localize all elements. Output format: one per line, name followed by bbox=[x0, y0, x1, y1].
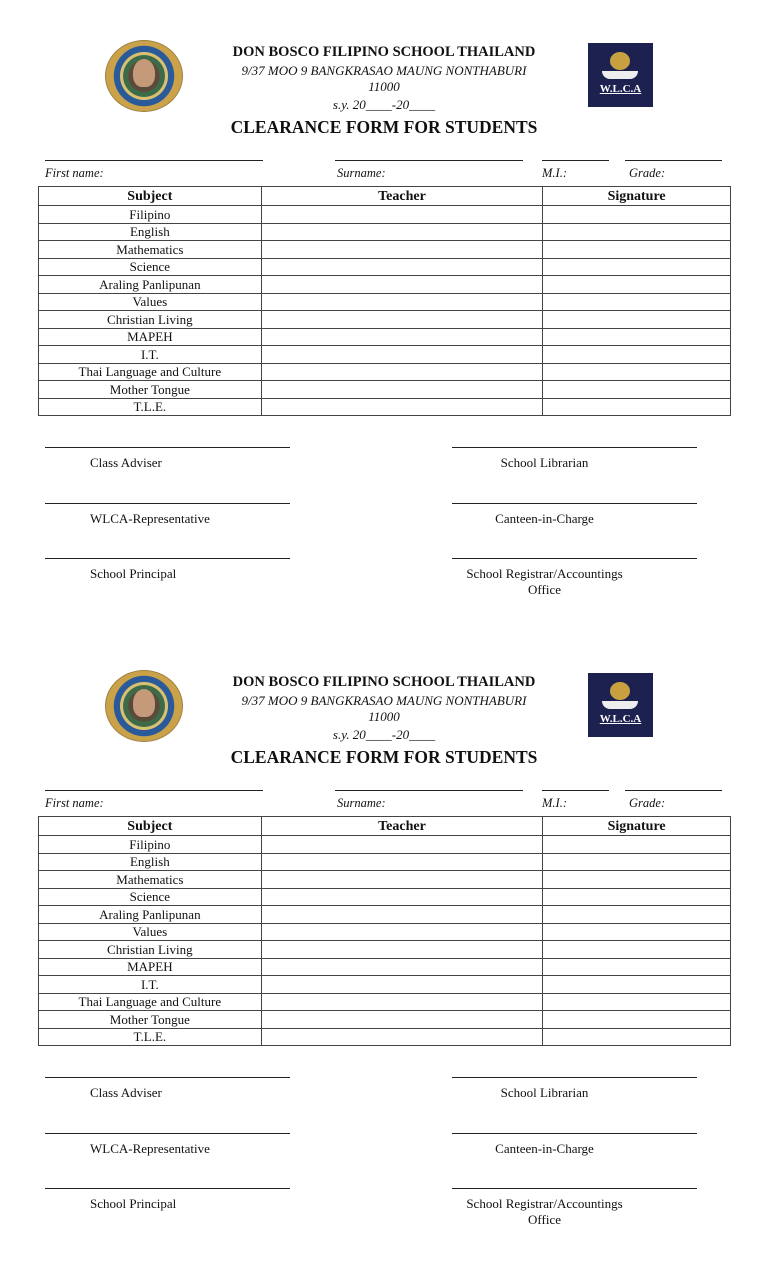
first-name-field[interactable] bbox=[45, 790, 263, 791]
teacher-cell[interactable] bbox=[261, 836, 543, 854]
middle-initial-field[interactable] bbox=[542, 160, 609, 161]
signature-line[interactable] bbox=[452, 447, 697, 448]
table-row bbox=[39, 941, 731, 959]
table-row bbox=[39, 888, 731, 906]
teacher-cell[interactable] bbox=[261, 346, 543, 364]
subject-cell: Mother Tongue bbox=[39, 1011, 262, 1029]
teacher-cell[interactable] bbox=[261, 311, 543, 329]
table-row bbox=[39, 398, 731, 416]
signatory-label: Canteen-in-Charge bbox=[495, 1141, 594, 1156]
table-row bbox=[39, 241, 731, 259]
address-line-2: 11000 bbox=[368, 709, 400, 724]
signature-line[interactable] bbox=[45, 1133, 290, 1134]
signature-cell[interactable] bbox=[543, 853, 731, 871]
signature-cell[interactable] bbox=[543, 381, 731, 399]
signatory-label: School Principal bbox=[90, 566, 177, 581]
table-row bbox=[39, 381, 731, 399]
signatory-label: Class Adviser bbox=[90, 1085, 162, 1100]
surname-label: Surname: bbox=[337, 166, 386, 180]
signature-cell[interactable] bbox=[543, 276, 731, 294]
signature-cell[interactable] bbox=[543, 906, 731, 924]
grade-label: Grade: bbox=[629, 796, 666, 810]
signatory-label: School Principal bbox=[90, 1196, 177, 1211]
signatory-label: Canteen-in-Charge bbox=[495, 511, 594, 526]
subject-cell: Filipino bbox=[39, 206, 262, 224]
subjects-table bbox=[38, 186, 731, 416]
signatory-label: School Librarian bbox=[500, 455, 589, 470]
middle-initial-label: M.I.: bbox=[542, 796, 567, 810]
table-row bbox=[39, 1028, 731, 1046]
grade-field[interactable] bbox=[625, 790, 722, 791]
subject-cell: Mother Tongue bbox=[39, 381, 262, 399]
clearance-form bbox=[0, 630, 768, 1260]
teacher-cell[interactable] bbox=[261, 293, 543, 311]
signature-cell[interactable] bbox=[543, 328, 731, 346]
signature-cell[interactable] bbox=[543, 311, 731, 329]
signature-cell[interactable] bbox=[543, 923, 731, 941]
school-year: s.y. 20____-20____ bbox=[332, 727, 436, 742]
surname-field[interactable] bbox=[335, 160, 523, 161]
signatory-label: Class Adviser bbox=[90, 455, 162, 470]
table-row bbox=[39, 853, 731, 871]
signatory-label: School Registrar/Accountings Office bbox=[466, 566, 623, 597]
signature-cell[interactable] bbox=[543, 258, 731, 276]
subject-cell: Araling Panlipunan bbox=[39, 276, 262, 294]
subject-cell: Values bbox=[39, 293, 262, 311]
teacher-cell[interactable] bbox=[261, 941, 543, 959]
teacher-cell[interactable] bbox=[261, 888, 543, 906]
signature-line[interactable] bbox=[45, 1077, 290, 1078]
signature-cell[interactable] bbox=[543, 941, 731, 959]
teacher-cell[interactable] bbox=[261, 381, 543, 399]
wlca-logo-text: W.L.C.A bbox=[599, 83, 642, 95]
signatory-label: School Registrar/Accountings Office bbox=[466, 1196, 623, 1227]
signature-cell[interactable] bbox=[543, 1011, 731, 1029]
subject-cell: T.L.E. bbox=[39, 1028, 262, 1046]
teacher-cell[interactable] bbox=[261, 398, 543, 416]
form-title: CLEARANCE FORM FOR STUDENTS bbox=[230, 117, 538, 137]
signature-line[interactable] bbox=[45, 447, 290, 448]
signature-cell[interactable] bbox=[543, 888, 731, 906]
column-header: Subject bbox=[39, 187, 262, 206]
column-header: Teacher bbox=[261, 187, 543, 206]
subject-cell: Thai Language and Culture bbox=[39, 993, 262, 1011]
table-row bbox=[39, 206, 731, 224]
table-row bbox=[39, 871, 731, 889]
teacher-cell[interactable] bbox=[261, 976, 543, 994]
signature-cell[interactable] bbox=[543, 241, 731, 259]
teacher-cell[interactable] bbox=[261, 871, 543, 889]
signatory-label: WLCA-Representative bbox=[90, 511, 210, 526]
teacher-cell[interactable] bbox=[261, 241, 543, 259]
teacher-cell[interactable] bbox=[261, 958, 543, 976]
wlca-logo-text: W.L.C.A bbox=[599, 713, 642, 725]
subject-cell: Mathematics bbox=[39, 241, 262, 259]
column-header: Signature bbox=[543, 187, 731, 206]
table-row bbox=[39, 276, 731, 294]
teacher-cell[interactable] bbox=[261, 328, 543, 346]
signature-line[interactable] bbox=[452, 1188, 697, 1189]
table-row bbox=[39, 906, 731, 924]
subject-cell: I.T. bbox=[39, 346, 262, 364]
address-line-1: 9/37 MOO 9 BANGKRASAO MAUNG NONTHABURI bbox=[241, 63, 527, 78]
clearance-form bbox=[0, 0, 768, 630]
surname-label: Surname: bbox=[337, 796, 386, 810]
teacher-cell[interactable] bbox=[261, 993, 543, 1011]
signature-line[interactable] bbox=[452, 1133, 697, 1134]
first-name-label: First name: bbox=[45, 166, 104, 180]
signature-cell[interactable] bbox=[543, 993, 731, 1011]
table-row bbox=[39, 223, 731, 241]
table-row bbox=[39, 346, 731, 364]
table-row bbox=[39, 976, 731, 994]
signature-cell[interactable] bbox=[543, 223, 731, 241]
signature-cell[interactable] bbox=[543, 363, 731, 381]
signature-line[interactable] bbox=[45, 1188, 290, 1189]
table-row bbox=[39, 363, 731, 381]
signature-line[interactable] bbox=[452, 1077, 697, 1078]
signature-line[interactable] bbox=[45, 503, 290, 504]
address-line-1: 9/37 MOO 9 BANGKRASAO MAUNG NONTHABURI bbox=[241, 693, 527, 708]
table-row bbox=[39, 1011, 731, 1029]
subject-cell: Mathematics bbox=[39, 871, 262, 889]
subject-cell: MAPEH bbox=[39, 328, 262, 346]
school-name: DON BOSCO FILIPINO SCHOOL THAILAND bbox=[232, 44, 536, 60]
signature-cell[interactable] bbox=[543, 871, 731, 889]
teacher-cell[interactable] bbox=[261, 906, 543, 924]
signature-line[interactable] bbox=[45, 558, 290, 559]
teacher-cell[interactable] bbox=[261, 258, 543, 276]
signature-cell[interactable] bbox=[543, 398, 731, 416]
subject-cell: Science bbox=[39, 258, 262, 276]
teacher-cell[interactable] bbox=[261, 363, 543, 381]
column-header: Teacher bbox=[261, 817, 543, 836]
signatory-label: WLCA-Representative bbox=[90, 1141, 210, 1156]
signature-line[interactable] bbox=[452, 503, 697, 504]
first-name-label: First name: bbox=[45, 796, 104, 810]
subject-cell: Science bbox=[39, 888, 262, 906]
table-row bbox=[39, 293, 731, 311]
first-name-field[interactable] bbox=[45, 160, 263, 161]
subject-cell: Christian Living bbox=[39, 941, 262, 959]
middle-initial-field[interactable] bbox=[542, 790, 609, 791]
signature-cell[interactable] bbox=[543, 976, 731, 994]
subject-cell: English bbox=[39, 223, 262, 241]
wlca-logo bbox=[588, 43, 653, 107]
grade-label: Grade: bbox=[629, 166, 666, 180]
teacher-cell[interactable] bbox=[261, 223, 543, 241]
column-header: Signature bbox=[543, 817, 731, 836]
table-row bbox=[39, 258, 731, 276]
teacher-cell[interactable] bbox=[261, 1028, 543, 1046]
table-row bbox=[39, 836, 731, 854]
subject-cell: Values bbox=[39, 923, 262, 941]
signature-cell[interactable] bbox=[543, 206, 731, 224]
teacher-cell[interactable] bbox=[261, 923, 543, 941]
signature-cell[interactable] bbox=[543, 293, 731, 311]
grade-field[interactable] bbox=[625, 160, 722, 161]
table-row bbox=[39, 958, 731, 976]
signature-line[interactable] bbox=[452, 558, 697, 559]
subject-cell: T.L.E. bbox=[39, 398, 262, 416]
address-line-2: 11000 bbox=[368, 79, 400, 94]
table-row bbox=[39, 993, 731, 1011]
subjects-table bbox=[38, 816, 731, 1046]
subject-cell: Thai Language and Culture bbox=[39, 363, 262, 381]
teacher-cell[interactable] bbox=[261, 853, 543, 871]
wlca-logo bbox=[588, 673, 653, 737]
school-name: DON BOSCO FILIPINO SCHOOL THAILAND bbox=[232, 674, 536, 690]
middle-initial-label: M.I.: bbox=[542, 166, 567, 180]
subject-cell: English bbox=[39, 853, 262, 871]
teacher-cell[interactable] bbox=[261, 206, 543, 224]
school-year: s.y. 20____-20____ bbox=[332, 97, 436, 112]
subject-cell: MAPEH bbox=[39, 958, 262, 976]
subject-cell: Araling Panlipunan bbox=[39, 906, 262, 924]
surname-field[interactable] bbox=[335, 790, 523, 791]
signature-cell[interactable] bbox=[543, 958, 731, 976]
teacher-cell[interactable] bbox=[261, 276, 543, 294]
teacher-cell[interactable] bbox=[261, 1011, 543, 1029]
signature-cell[interactable] bbox=[543, 836, 731, 854]
subject-cell: Christian Living bbox=[39, 311, 262, 329]
table-header-row bbox=[39, 187, 731, 206]
subject-cell: Filipino bbox=[39, 836, 262, 854]
table-row bbox=[39, 328, 731, 346]
signatory-label: School Librarian bbox=[500, 1085, 589, 1100]
signature-cell[interactable] bbox=[543, 346, 731, 364]
table-row bbox=[39, 923, 731, 941]
signature-cell[interactable] bbox=[543, 1028, 731, 1046]
school-seal-logo bbox=[105, 40, 183, 112]
school-seal-logo bbox=[105, 670, 183, 742]
table-row bbox=[39, 311, 731, 329]
table-header-row bbox=[39, 817, 731, 836]
column-header: Subject bbox=[39, 817, 262, 836]
form-title: CLEARANCE FORM FOR STUDENTS bbox=[230, 747, 538, 767]
subject-cell: I.T. bbox=[39, 976, 262, 994]
